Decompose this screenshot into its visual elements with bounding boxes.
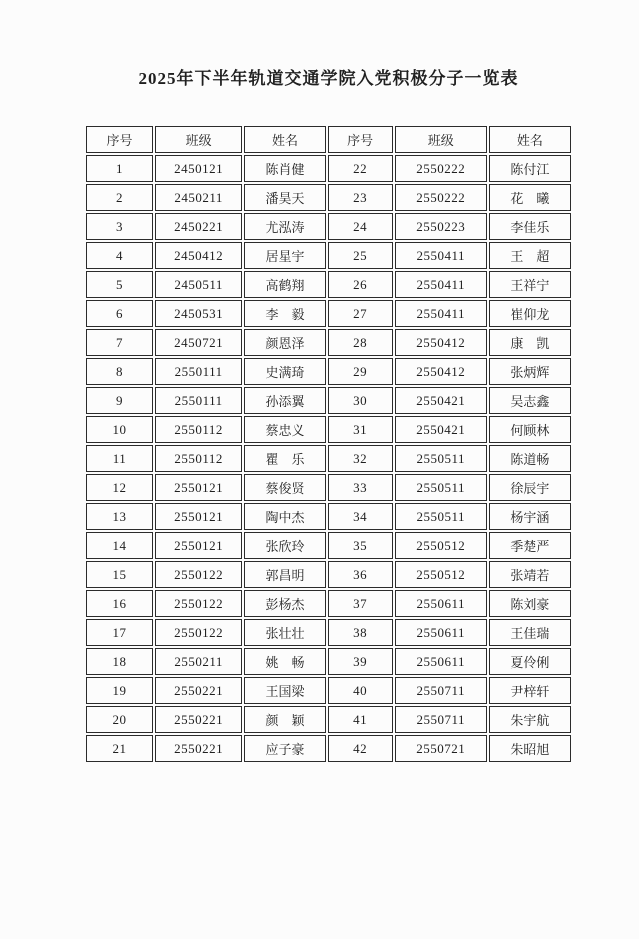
name-cell: 颜 颖	[244, 706, 325, 733]
class-cell: 2450412	[155, 242, 242, 269]
class-cell: 2550222	[395, 184, 487, 211]
seq-cell: 16	[86, 590, 153, 617]
table-row	[86, 387, 571, 414]
name-cell: 何顾林	[489, 416, 571, 443]
name-cell: 王佳瑞	[489, 619, 571, 646]
name-cell: 陈道畅	[489, 445, 571, 472]
name-cell: 颜恩泽	[244, 329, 325, 356]
seq-cell: 2	[86, 184, 153, 211]
class-cell: 2550412	[395, 329, 487, 356]
class-cell: 2550122	[155, 590, 242, 617]
table-row	[86, 445, 571, 472]
name-cell: 尤泓涛	[244, 213, 325, 240]
seq-cell: 8	[86, 358, 153, 385]
name-header: 姓名	[244, 126, 325, 153]
seq-cell: 13	[86, 503, 153, 530]
seq-cell: 24	[328, 213, 393, 240]
name-cell: 张欣玲	[244, 532, 325, 559]
seq-cell: 33	[328, 474, 393, 501]
name-cell: 陈肖健	[244, 155, 325, 182]
seq-cell: 1	[86, 155, 153, 182]
seq-cell: 32	[328, 445, 393, 472]
table-row	[86, 677, 571, 704]
name-cell: 崔仰龙	[489, 300, 571, 327]
seq-cell: 41	[328, 706, 393, 733]
class-cell: 2550421	[395, 416, 487, 443]
seq-cell: 3	[86, 213, 153, 240]
name-cell: 郭昌明	[244, 561, 325, 588]
class-cell: 2550711	[395, 706, 487, 733]
name-cell: 张壮壮	[244, 619, 325, 646]
class-cell: 2550611	[395, 648, 487, 675]
class-cell: 2550411	[395, 271, 487, 298]
seq-cell: 28	[328, 329, 393, 356]
class-cell: 2550412	[395, 358, 487, 385]
name-cell: 康 凯	[489, 329, 571, 356]
class-cell: 2550512	[395, 532, 487, 559]
table-row	[86, 474, 571, 501]
class-cell: 2450211	[155, 184, 242, 211]
class-cell: 2550112	[155, 445, 242, 472]
seq-cell: 27	[328, 300, 393, 327]
seq-header: 序号	[328, 126, 393, 153]
name-cell: 陈刘豪	[489, 590, 571, 617]
class-cell: 2450721	[155, 329, 242, 356]
class-cell: 2550122	[155, 619, 242, 646]
class-cell: 2550411	[395, 300, 487, 327]
seq-cell: 29	[328, 358, 393, 385]
seq-cell: 31	[328, 416, 393, 443]
class-cell: 2550511	[395, 503, 487, 530]
seq-cell: 35	[328, 532, 393, 559]
class-cell: 2550211	[155, 648, 242, 675]
name-cell: 彭杨杰	[244, 590, 325, 617]
seq-cell: 19	[86, 677, 153, 704]
table-row	[86, 242, 571, 269]
class-cell: 2550711	[395, 677, 487, 704]
class-cell: 2450121	[155, 155, 242, 182]
table-row	[86, 619, 571, 646]
name-cell: 姚 畅	[244, 648, 325, 675]
class-cell: 2550121	[155, 503, 242, 530]
name-cell: 孙添翼	[244, 387, 325, 414]
seq-cell: 9	[86, 387, 153, 414]
seq-cell: 34	[328, 503, 393, 530]
seq-cell: 40	[328, 677, 393, 704]
class-cell: 2550122	[155, 561, 242, 588]
table-row	[86, 735, 571, 762]
name-cell: 潘昊天	[244, 184, 325, 211]
class-cell: 2550223	[395, 213, 487, 240]
seq-cell: 4	[86, 242, 153, 269]
class-cell: 2550121	[155, 532, 242, 559]
name-cell: 瞿 乐	[244, 445, 325, 472]
class-cell: 2550222	[395, 155, 487, 182]
seq-cell: 11	[86, 445, 153, 472]
name-cell: 吴志鑫	[489, 387, 571, 414]
class-cell: 2550511	[395, 474, 487, 501]
seq-cell: 18	[86, 648, 153, 675]
table-row	[86, 329, 571, 356]
class-cell: 2550221	[155, 735, 242, 762]
name-cell: 徐辰宇	[489, 474, 571, 501]
name-cell: 蔡俊贤	[244, 474, 325, 501]
class-cell: 2550511	[395, 445, 487, 472]
seq-cell: 39	[328, 648, 393, 675]
seq-cell: 36	[328, 561, 393, 588]
name-cell: 王国梁	[244, 677, 325, 704]
class-cell: 2550221	[155, 706, 242, 733]
seq-cell: 25	[328, 242, 393, 269]
class-cell: 2450511	[155, 271, 242, 298]
name-cell: 朱宇航	[489, 706, 571, 733]
class-cell: 2550221	[155, 677, 242, 704]
name-header: 姓名	[489, 126, 571, 153]
name-cell: 陶中杰	[244, 503, 325, 530]
class-cell: 2550721	[395, 735, 487, 762]
name-cell: 李佳乐	[489, 213, 571, 240]
name-cell: 陈付江	[489, 155, 571, 182]
name-cell: 季楚严	[489, 532, 571, 559]
seq-cell: 5	[86, 271, 153, 298]
name-cell: 王 超	[489, 242, 571, 269]
name-cell: 张靖若	[489, 561, 571, 588]
class-header: 班级	[395, 126, 487, 153]
class-cell: 2550411	[395, 242, 487, 269]
seq-cell: 12	[86, 474, 153, 501]
class-cell: 2450531	[155, 300, 242, 327]
table-row	[86, 155, 571, 182]
seq-cell: 14	[86, 532, 153, 559]
seq-cell: 15	[86, 561, 153, 588]
seq-cell: 10	[86, 416, 153, 443]
class-cell: 2550111	[155, 387, 242, 414]
name-cell: 王祥宁	[489, 271, 571, 298]
name-cell: 居星宇	[244, 242, 325, 269]
table-row	[86, 213, 571, 240]
name-cell: 李 毅	[244, 300, 325, 327]
class-cell: 2550611	[395, 619, 487, 646]
table-row	[86, 416, 571, 443]
table-row	[86, 590, 571, 617]
table-row	[86, 503, 571, 530]
seq-cell: 7	[86, 329, 153, 356]
table-row	[86, 561, 571, 588]
document-content	[84, 0, 573, 764]
seq-cell: 20	[86, 706, 153, 733]
class-cell: 2450221	[155, 213, 242, 240]
name-cell: 杨宇涵	[489, 503, 571, 530]
table-row	[86, 271, 571, 298]
seq-cell: 17	[86, 619, 153, 646]
name-cell: 张炳辉	[489, 358, 571, 385]
seq-cell: 26	[328, 271, 393, 298]
roster-table-body	[86, 155, 571, 762]
table-row	[86, 706, 571, 733]
seq-cell: 38	[328, 619, 393, 646]
name-cell: 花 曦	[489, 184, 571, 211]
page-title: 2025年下半年轨道交通学院入党积极分子一览表	[138, 69, 519, 88]
name-cell: 史满琦	[244, 358, 325, 385]
name-cell: 蔡忠义	[244, 416, 325, 443]
table-row	[86, 358, 571, 385]
table-row	[86, 648, 571, 675]
name-cell: 高鹤翔	[244, 271, 325, 298]
class-cell: 2550121	[155, 474, 242, 501]
table-row	[86, 532, 571, 559]
roster-table	[84, 124, 573, 764]
seq-header: 序号	[86, 126, 153, 153]
class-cell: 2550512	[395, 561, 487, 588]
name-cell: 夏伶俐	[489, 648, 571, 675]
seq-cell: 22	[328, 155, 393, 182]
seq-cell: 21	[86, 735, 153, 762]
class-header: 班级	[155, 126, 242, 153]
class-cell: 2550611	[395, 590, 487, 617]
header-row	[86, 126, 571, 153]
seq-cell: 6	[86, 300, 153, 327]
name-cell: 尹梓轩	[489, 677, 571, 704]
name-cell: 朱昭旭	[489, 735, 571, 762]
class-cell: 2550111	[155, 358, 242, 385]
table-row	[86, 300, 571, 327]
seq-cell: 42	[328, 735, 393, 762]
seq-cell: 30	[328, 387, 393, 414]
class-cell: 2550421	[395, 387, 487, 414]
name-cell: 应子豪	[244, 735, 325, 762]
table-row	[86, 184, 571, 211]
seq-cell: 23	[328, 184, 393, 211]
class-cell: 2550112	[155, 416, 242, 443]
seq-cell: 37	[328, 590, 393, 617]
